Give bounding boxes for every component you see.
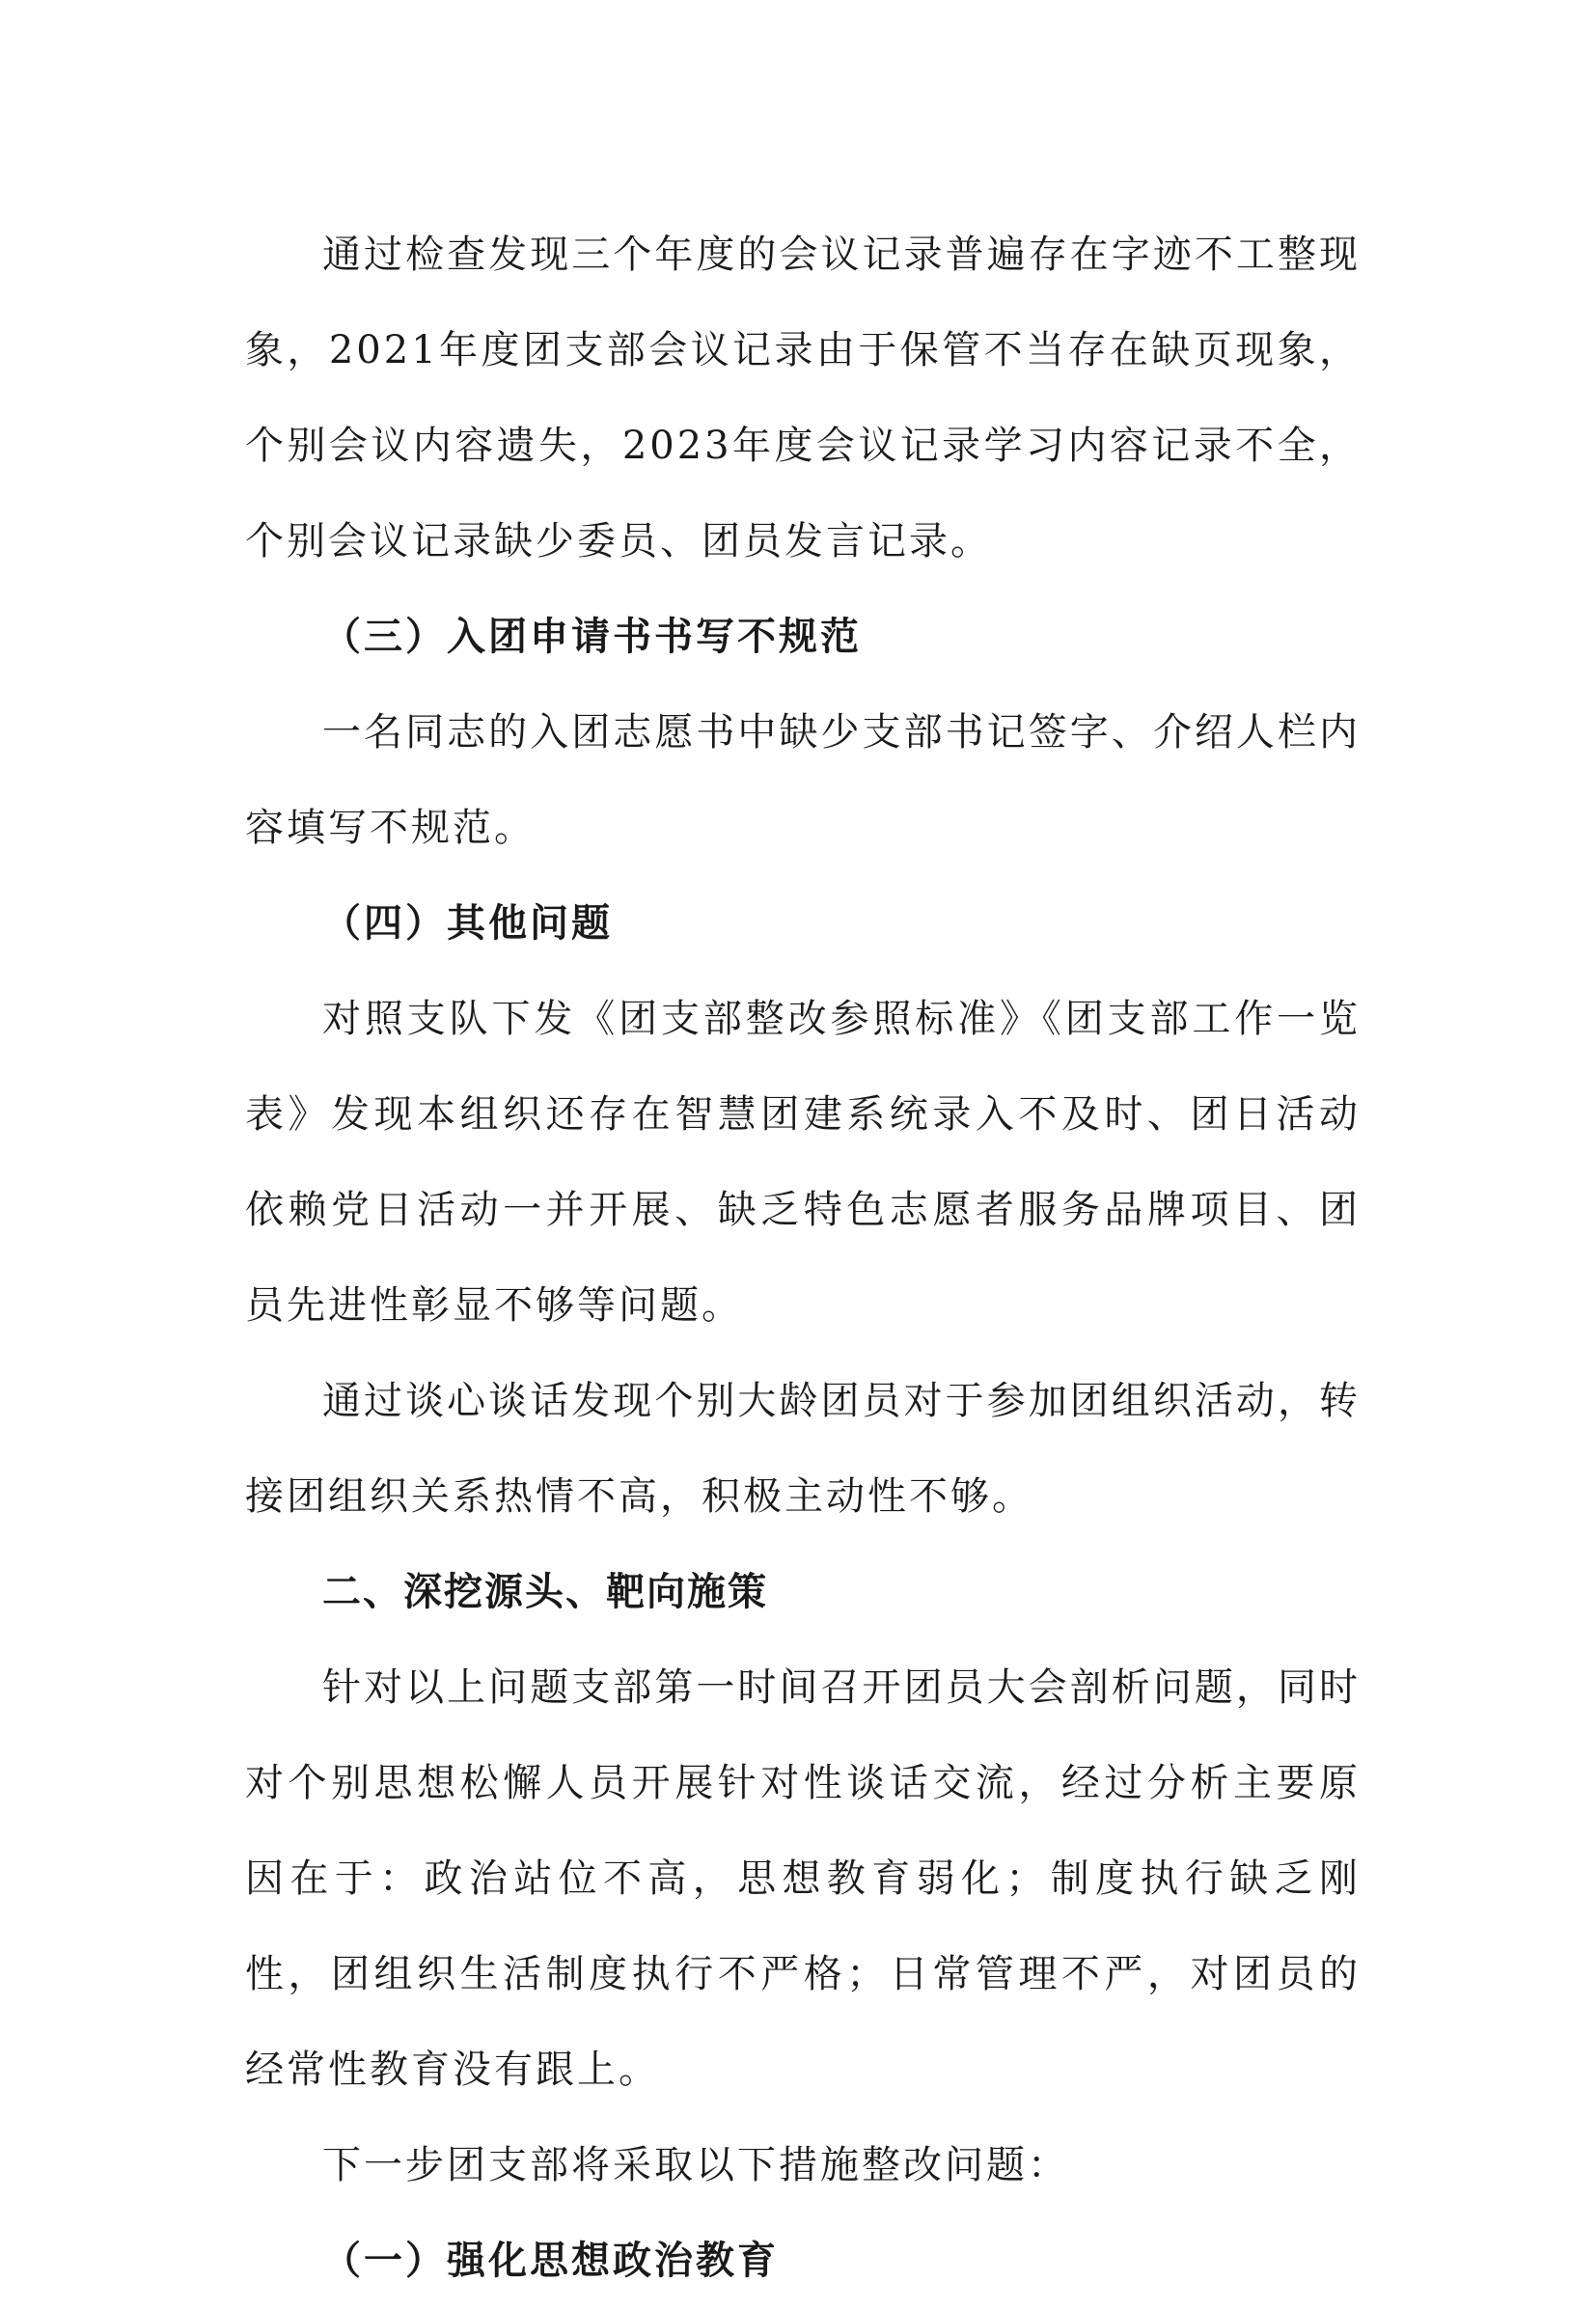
subheading-other-issues: （四）其他问题 [322,901,613,946]
paragraph-application-forms: 一名同志的入团志愿书中缺少支部书记签字、介绍人栏内容填写不规范。 [245,710,1361,850]
subheading-political-education: （一）强化思想政治教育 [322,2239,779,2283]
paragraph-next-steps: 下一步团支部将采取以下措施整改问题： [322,2143,1069,2187]
paragraph-cause-analysis: 针对以上问题支部第一时间召开团员大会剖析问题，同时对个别思想松懈人员开展针对性谈话交流，经过分析主要原因在于：政治站位不高，思想教育弱化；制度执行缺乏刚性，团组织生活制度执行不严格；日常管理不严，对团员的经常性教育没有跟上。 [245,1665,1361,2092]
document-body [245,207,1361,2309]
subheading-application-forms: （三）入团申请书书写不规范 [322,615,862,659]
paragraph-meeting-records: 通过检查发现三个年度的会议记录普遍存在字迹不工整现象，2021年度团支部会议记录由于保管不当存在缺页现象，个别会议内容遗失，2023年度会议记录学习内容记录不全，个别会议记录缺少委员、团员发言记录。 [245,233,1361,564]
paragraph-heart-to-heart-talks: 通过谈心谈话发现个别大龄团员对于参加团组织活动，转接团组织关系热情不高，积极主动性不够。 [245,1379,1361,1519]
section-heading-root-causes: 二、深挖源头、靶向施策 [322,1570,768,1614]
paragraph-other-issues: 对照支队下发《团支部整改参照标准》《团支部工作一览表》发现本组织还存在智慧团建系统录入不及时、团日活动依赖党日活动一并开展、缺乏特色志愿者服务品牌项目、团员先进性彰显不够等问题。 [245,997,1361,1328]
